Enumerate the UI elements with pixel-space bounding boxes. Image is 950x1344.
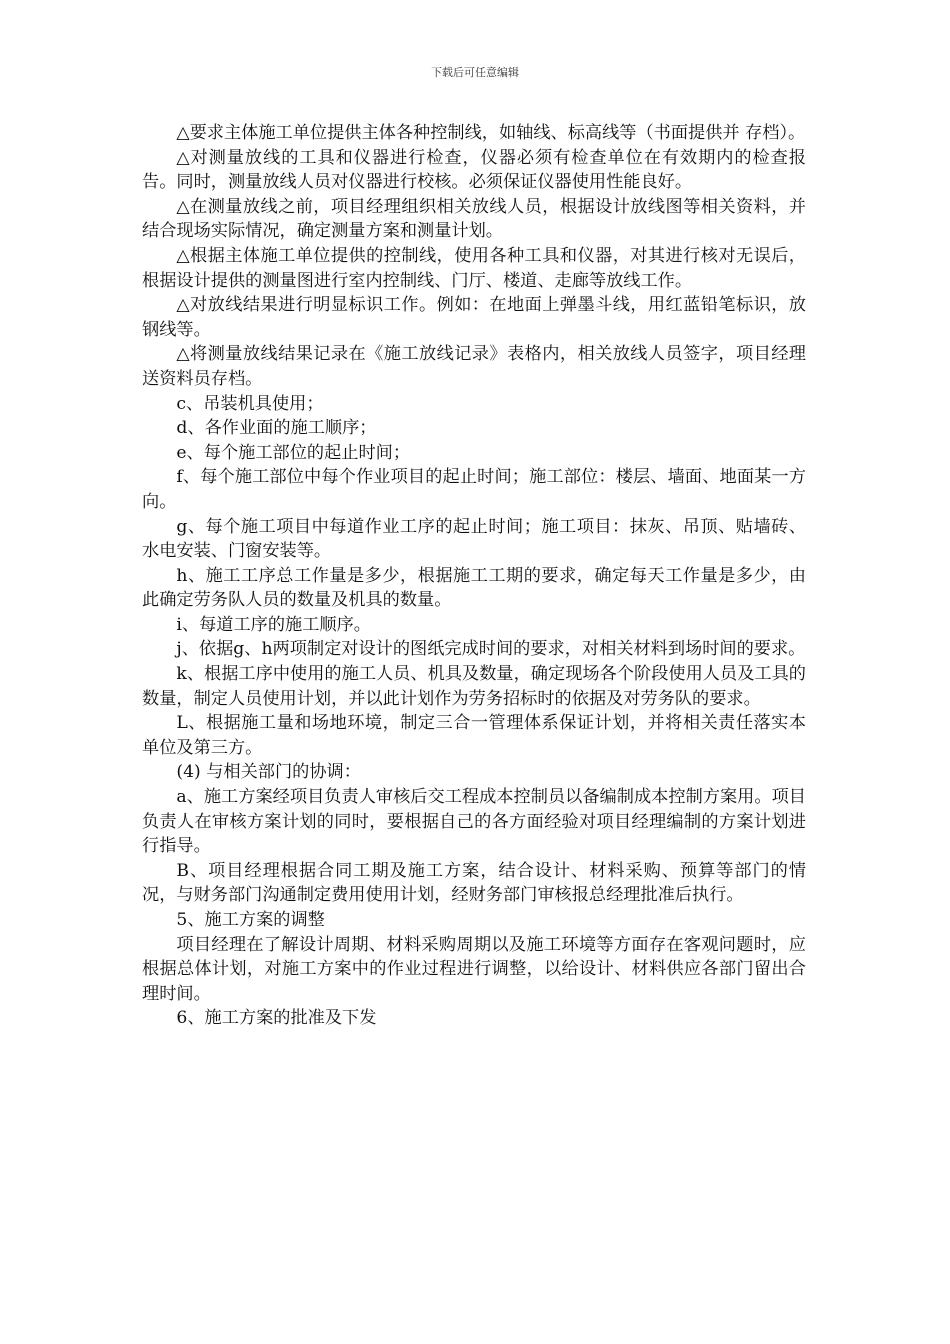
paragraph: k、根据工序中使用的施工人员、机具及数量，确定现场各个阶段使用人员及工具的数量，制定人员使用计划，并以此计划作为劳务招标时的依据及对劳务队的要求。 [142,664,806,709]
paragraph: △对放线结果进行明显标识工作。例如：在地面上弹墨斗线，用红蓝铅笔标识，放钢线等。 [142,295,806,340]
section-heading: 5、施工方案的调整 [176,910,325,930]
paragraph: f、每个施工部位中每个作业项目的起止时间；施工部位：楼层、墙面、地面某一方向。 [142,467,806,512]
section-heading: 6、施工方案的批准及下发 [176,1008,377,1029]
paragraph: △根据主体施工单位提供的控制线，使用各种工具和仪器，对其进行核对无误后，根据设计提供的测量图进行室内控制线、门厅、楼道、走廊等放线工作。 [142,245,806,291]
paragraph: j、依据g、h两项制定对设计的图纸完成时间的要求，对相关材料到场时间的要求。 [176,639,806,660]
paragraph: a、施工方案经项目负责人审核后交工程成本控制员以备编制成本控制方案用。项目负责人在审核方案计划的同时，要根据自己的各方面经验对项目经理编制的方案计划进行指导。 [142,787,806,857]
paragraph: 项目经理在了解设计周期、材料采购周期以及施工环境等方面存在客观问题时，应根据总体计划，对施工方案中的作业过程进行调整，以给设计、材料供应各部门留出合理时间。 [142,934,806,1004]
paragraph: △要求主体施工单位提供主体各种控制线，如轴线、标高线等（书面提供并 存档）。 [176,123,806,143]
page-header-note: 下载后可任意编辑 [431,66,519,79]
paragraph: L、根据施工量和场地环境，制定三合一管理体系保证计划，并将相关责任落实本单位及第三方。 [142,713,806,758]
paragraph: g、每个施工项目中每道作业工序的起止时间；施工项目：抹灰、吊顶、贴墙砖、水电安装、门窗安装等。 [142,516,806,562]
paragraph: d、各作业面的施工顺序； [176,418,377,439]
paragraph: B、项目经理根据合同工期及施工方案，结合设计、材料采购、预算等部门的情况，与财务部门沟通制定费用使用计划，经财务部门审核报总经理批准后执行。 [142,860,806,906]
paragraph: (4) 与相关部门的协调： [176,762,361,783]
paragraph: △在测量放线之前，项目经理组织相关放线人员，根据设计放线图等相关资料，并结合现场实际情况，确定测量方案和测量计划。 [142,196,806,242]
paragraph: h、施工工序总工作量是多少，根据施工工期的要求，确定每天工作量是多少，由此确定劳务队人员的数量及机具的数量。 [142,565,806,611]
paragraph: i、每道工序的施工顺序。 [176,614,371,635]
paragraph: e、每个施工部位的起止时间； [176,442,411,463]
paragraph: △将测量放线结果记录在《施工放线记录》表格内，相关放线人员签字，项目经理送资料员存档。 [142,344,806,389]
document-body [142,121,806,1031]
paragraph: c、吊装机具使用； [176,393,324,414]
paragraph: △对测量放线的工具和仪器进行检查，仪器必须有检查单位在有效期内的检查报告。同时，测量放线人员对仪器进行校核。必须保证仪器使用性能良好。 [142,147,806,193]
